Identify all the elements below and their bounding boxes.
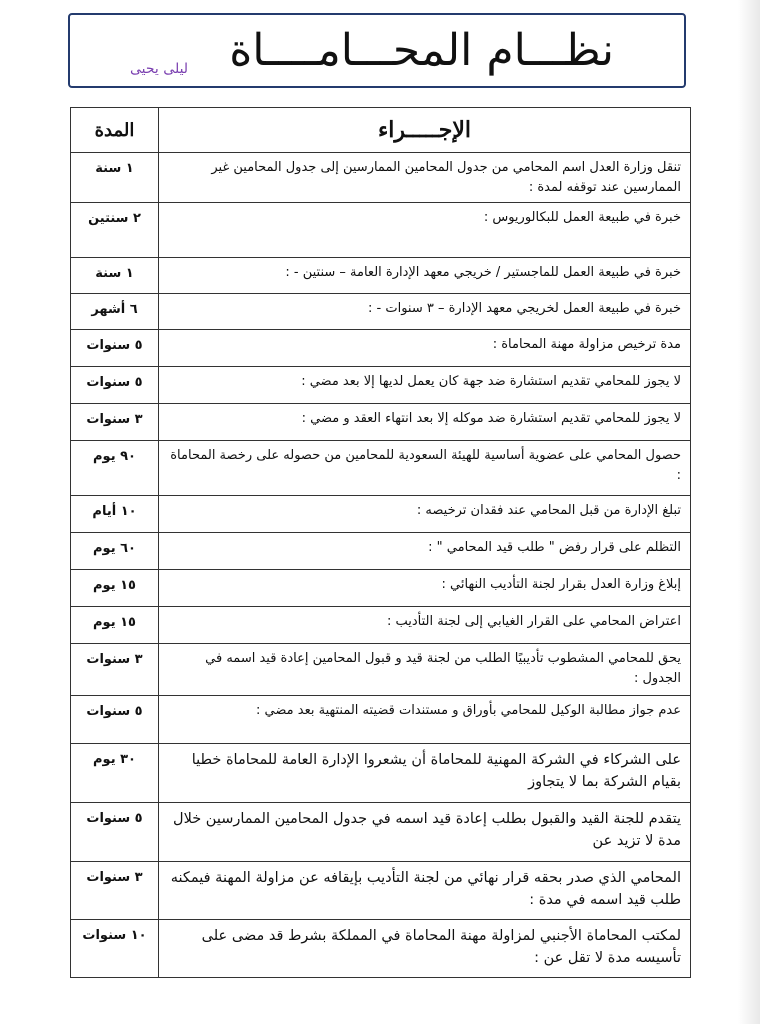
duration-cell: ٣ سنوات [71, 862, 159, 920]
table-row [71, 153, 691, 203]
procedure-cell: يتقدم للجنة القيد والقبول بطلب إعادة قيد اسمه في جدول المحامين الممارسين خلال مدة لا تزيد عن [159, 803, 691, 862]
duration-cell: ١٥ يوم [71, 607, 159, 644]
procedure-cell: لا يجوز للمحامي تقديم استشارة ضد موكله إلا بعد انتهاء العقد و مضي : [159, 404, 691, 441]
procedure-cell: تبلغ الإدارة من قبل المحامي عند فقدان ترخيصه : [159, 496, 691, 533]
table-row [71, 803, 691, 862]
duration-cell: ٥ سنوات [71, 803, 159, 862]
table-row [71, 644, 691, 696]
table-row [71, 744, 691, 803]
procedure-cell: مدة ترخيص مزاولة مهنة المحاماة : [159, 330, 691, 367]
procedure-column-header: الإجـــــراء [159, 108, 691, 153]
page-edge-shadow [738, 0, 760, 1024]
procedure-cell: المحامي الذي صدر بحقه قرار نهائي من لجنة التأديب بإيقافه عن مزاولة المهنة فيمكنه طلب قيد اسمه في مدة : [159, 862, 691, 920]
table-row [71, 367, 691, 404]
duration-cell: ٣ سنوات [71, 404, 159, 441]
procedure-cell: خبرة في طبيعة العمل للبكالوريوس : [159, 203, 691, 258]
procedure-cell: على الشركاء في الشركة المهنية للمحاماة أن يشعروا الإدارة العامة للمحاماة خطيا بقيام الشركة بما لا يتجاوز [159, 744, 691, 803]
procedure-cell: عدم جواز مطالبة الوكيل للمحامي بأوراق و مستندات قضيته المنتهية بعد مضي : [159, 696, 691, 744]
procedure-cell: خبرة في طبيعة العمل لخريجي معهد الإدارة – ٣ سنوات - : [159, 294, 691, 330]
duration-cell: ٥ سنوات [71, 696, 159, 744]
procedure-cell: التظلم على قرار رفض " طلب قيد المحامي " : [159, 533, 691, 570]
table-row [71, 696, 691, 744]
duration-cell: ١ سنة [71, 153, 159, 203]
table-row [71, 607, 691, 644]
table-row [71, 294, 691, 330]
duration-cell: ٦ أشهر [71, 294, 159, 330]
duration-cell: ٣ سنوات [71, 644, 159, 696]
duration-column-header: المدة [71, 108, 159, 153]
duration-cell: ٣٠ يوم [71, 744, 159, 803]
procedure-cell: يحق للمحامي المشطوب تأديبيًا الطلب من لجنة قيد و قبول المحامين إعادة قيد اسمه في الجدول : [159, 644, 691, 696]
procedure-cell: اعتراض المحامي على القرار الغيابي إلى لجنة التأديب : [159, 607, 691, 644]
page-title: نظـــام المحـــامــــاة [229, 25, 614, 76]
duration-cell: ١٠ أيام [71, 496, 159, 533]
procedure-cell: لا يجوز للمحامي تقديم استشارة ضد جهة كان يعمل لديها إلا بعد مضي : [159, 367, 691, 404]
duration-cell: ٥ سنوات [71, 330, 159, 367]
author-signature: ليلى يحيى [130, 61, 189, 77]
procedure-cell: إبلاغ وزارة العدل بقرار لجنة التأديب النهائي : [159, 570, 691, 607]
table-row [71, 533, 691, 570]
table-row [71, 404, 691, 441]
table-row [71, 203, 691, 258]
duration-cell: ٢ سنتين [71, 203, 159, 258]
duration-cell: ٦٠ يوم [71, 533, 159, 570]
duration-cell: ٥ سنوات [71, 367, 159, 404]
duration-cell: ١٥ يوم [71, 570, 159, 607]
procedure-cell: تنقل وزارة العدل اسم المحامي من جدول المحامين الممارسين إلى جدول المحامين غير الممارسين عند توقفه لمدة : [159, 153, 691, 203]
procedure-cell: خبرة في طبيعة العمل للماجستير / خريجي معهد الإدارة العامة – سنتين - : [159, 258, 691, 294]
table-row [71, 862, 691, 920]
table-row [71, 330, 691, 367]
table-row [71, 920, 691, 978]
procedure-cell: حصول المحامي على عضوية أساسية للهيئة السعودية للمحامين من حصوله على رخصة المحاماة : [159, 441, 691, 496]
duration-cell: ١٠ سنوات [71, 920, 159, 978]
duration-cell: ٩٠ يوم [71, 441, 159, 496]
table-row [71, 441, 691, 496]
table-row [71, 570, 691, 607]
table-row [71, 258, 691, 294]
table-row [71, 496, 691, 533]
table-header-row [71, 108, 691, 153]
durations-table [70, 107, 691, 978]
procedure-cell: لمكتب المحاماة الأجنبي لمزاولة مهنة المحاماة في المملكة بشرط قد مضى على تأسيسه مدة لا تقل عن : [159, 920, 691, 978]
duration-cell: ١ سنة [71, 258, 159, 294]
title-box [68, 13, 686, 88]
